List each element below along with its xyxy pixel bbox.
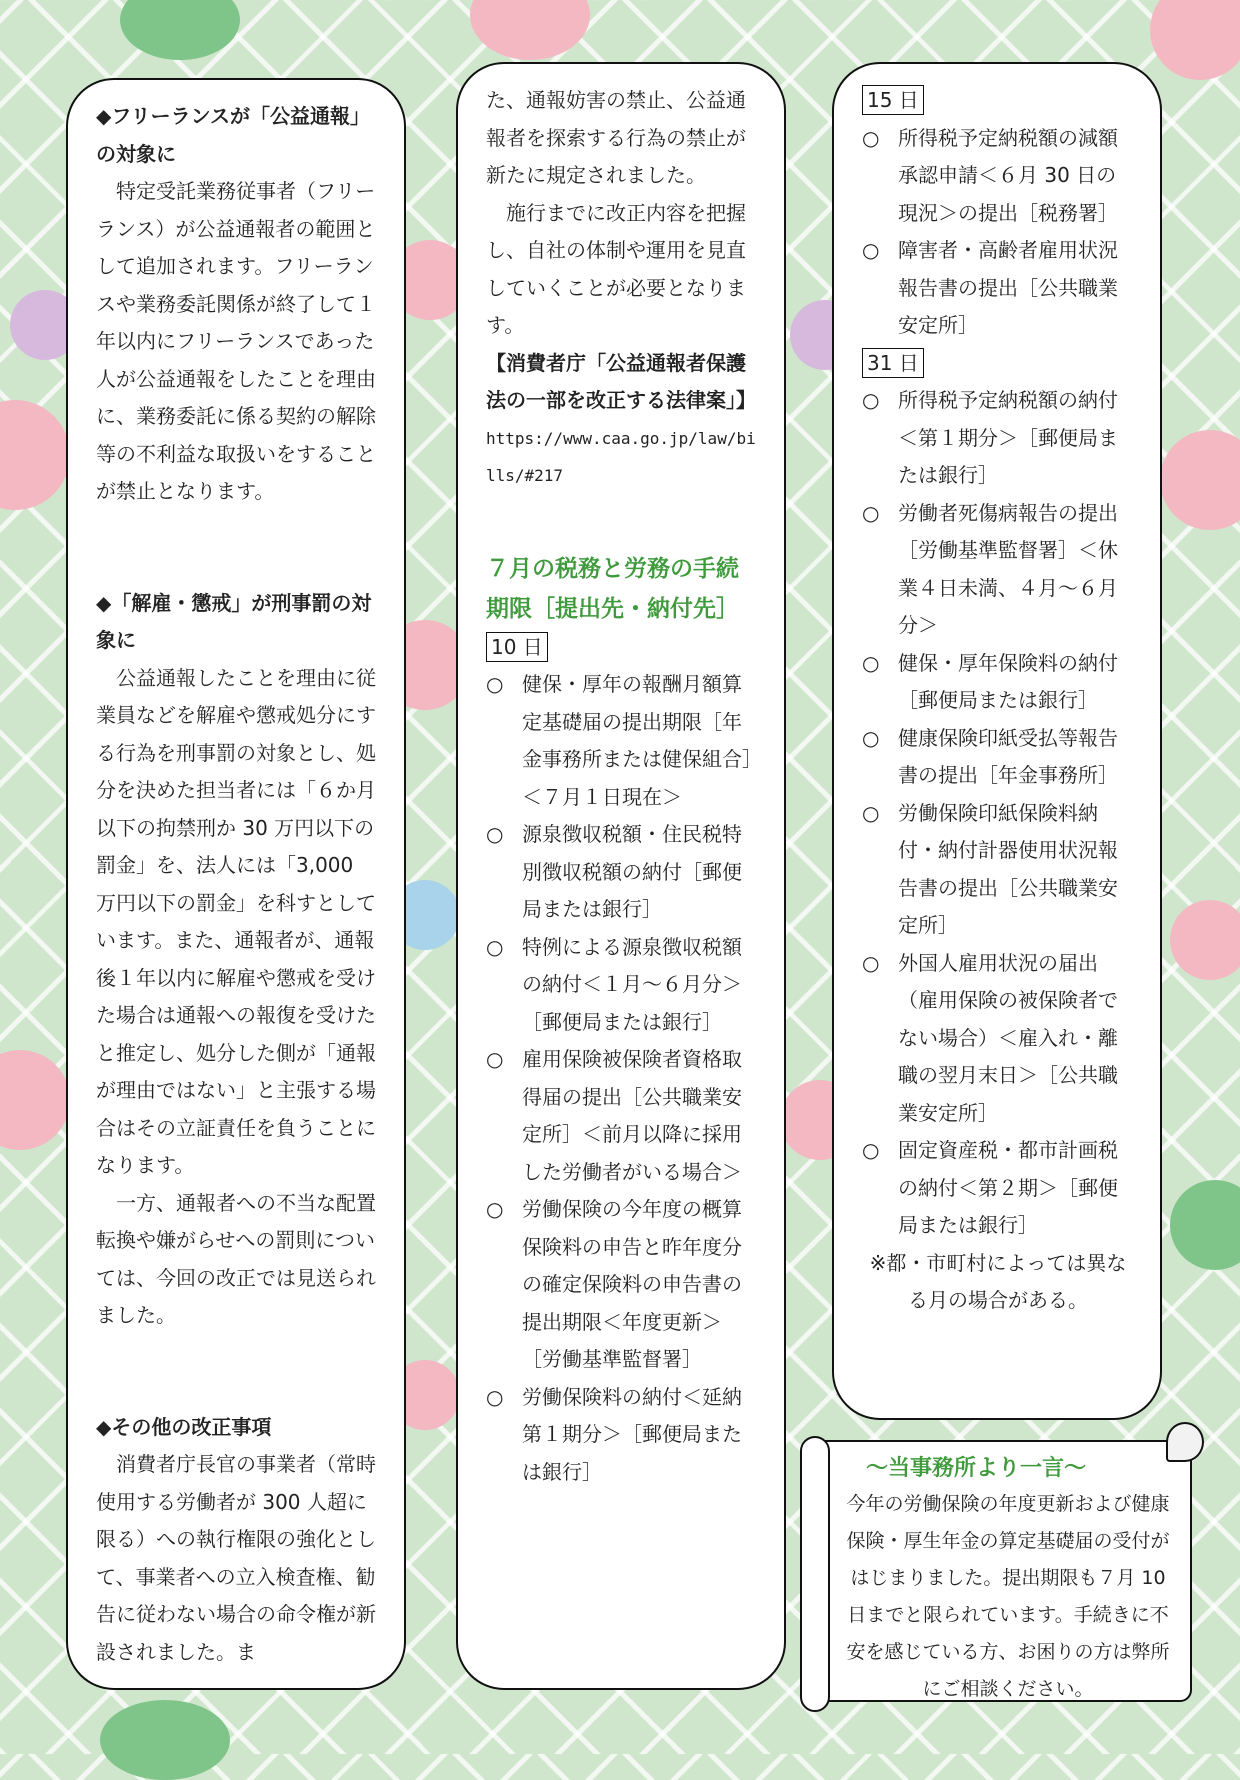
decor-leaf bbox=[120, 0, 240, 60]
decor-flower bbox=[0, 400, 70, 510]
circle-icon: ○ bbox=[486, 1384, 504, 1409]
section-heading-dismissal: ◆「解雇・懲戒」が刑事罰の対象に bbox=[96, 590, 372, 652]
circle-icon: ○ bbox=[862, 500, 880, 525]
circle-icon: ○ bbox=[862, 388, 880, 412]
continued-text: た、通報妨害の禁止、公益通報者を探索する行為の禁止が新たに規定されました。 bbox=[486, 88, 746, 187]
section-body-freelance: 特定受託業務従事者（フリーランス）が公益通報者の範囲として追加されます。フリーランスや業務委託関係が終了して１年以内にフリーランスであった人が公益通報をしたことを理由に、業務委託に係る契約の解除等の不利益な取扱いをすることが禁止となります。 bbox=[96, 179, 376, 503]
deadline-list-15 bbox=[862, 120, 1134, 345]
list-item: ○ 源泉徴収税額・住民税特別徴収税額の納付［郵便局または銀行］ bbox=[486, 816, 758, 929]
message-title: ～当事務所より一言～ bbox=[866, 1456, 1087, 1481]
decor-flower bbox=[470, 0, 590, 60]
section-body-dismissal: 公益通報したことを理由に従業員などを解雇や懲戒処分にする行為を刑事罰の対象とし、処分を決めた担当者には「６か月以下の拘禁刑か 30 万円以下の罰金」を、法人には「3,000 万円以下の罰金」を科すとしています。また、通報者が、通報後１年以内に解雇や懲戒を受けた場合は通報への報復を受けたと推定し、処分した側が「通報が理由ではない」と主張する場合はその立証責任を負うことになります。 bbox=[96, 665, 376, 1177]
decor-flower bbox=[0, 1050, 70, 1150]
circle-icon: ○ bbox=[862, 950, 880, 975]
list-item: ○ 労働保険印紙保険料納付・納付計器使用状況報告書の提出［公共職業安定所］ bbox=[862, 795, 1134, 945]
circle-icon: ○ bbox=[486, 1197, 504, 1221]
circle-icon: ○ bbox=[862, 650, 880, 675]
scroll-body bbox=[810, 1440, 1192, 1702]
article-column-3 bbox=[832, 62, 1162, 1420]
circle-icon: ○ bbox=[486, 1047, 504, 1071]
circle-icon: ○ bbox=[862, 725, 880, 750]
section-body-dismissal-2: 一方、通報者への不当な配置転換や嫌がらせへの罰則については、今回の改正では見送られました。 bbox=[96, 1190, 376, 1327]
list-item: ○ 障害者・高齢者雇用状況報告書の提出［公共職業安定所］ bbox=[862, 232, 1134, 345]
schedule-heading: ７月の税務と労務の手続期限［提出先・納付先］ bbox=[486, 555, 739, 622]
message-text: 今年の労働保険の年度更新および健康保険・厚生年金の算定基礎届の受付がはじまりました。提出期限も７月 10 日までと限られています。手続きに不安を感じている方、お困りの方は弊所にご相談ください。 bbox=[846, 1493, 1170, 1700]
list-item: ○ 労働者死傷病報告の提出［労働基準監督署］＜休業４日未満、４月～６月分＞ bbox=[862, 495, 1134, 645]
list-item: ○ 労働保険の今年度の概算保険料の申告と昨年度分の確定保険料の申告書の提出期限＜年度更新＞［労働基準監督署］ bbox=[486, 1191, 758, 1379]
circle-icon: ○ bbox=[486, 822, 504, 846]
circle-icon: ○ bbox=[862, 1138, 880, 1162]
office-message-scroll bbox=[800, 1422, 1204, 1706]
list-item: ○ 健康保険印紙受払等報告書の提出［年金事務所］ bbox=[862, 720, 1134, 795]
circle-icon: ○ bbox=[862, 125, 880, 150]
section-body-other: 消費者庁長官の事業者（常時使用する労働者が 300 人超に限る）への執行権限の強化として、事業者への立入検査権、勧告に従わない場合の命令権が新設されました。ま bbox=[96, 1452, 376, 1664]
decor-flower bbox=[1150, 0, 1240, 80]
section-heading-freelance: ◆フリーランスが「公益通報」の対象に bbox=[96, 104, 370, 166]
list-item: ○ 所得税予定納税額の納付＜第１期分＞［郵便局または銀行］ bbox=[862, 382, 1134, 495]
article-column-2 bbox=[456, 62, 786, 1690]
list-item: ○ 固定資産税・都市計画税の納付＜第２期＞［郵便局または銀行］ bbox=[862, 1132, 1134, 1245]
circle-icon: ○ bbox=[862, 238, 880, 262]
decor-flower bbox=[1170, 900, 1240, 980]
source-citation: 【消費者庁「公益通報者保護法の一部を改正する法律案」】 bbox=[486, 350, 756, 412]
list-item: ○ 所得税予定納税額の減額承認申請＜６月 30 日の現況＞の提出［税務署］ bbox=[862, 120, 1134, 233]
deadline-list-31 bbox=[862, 382, 1134, 1245]
decor-leaf bbox=[1170, 1180, 1240, 1270]
footnote: ※都・市町村によっては異なる月の場合がある。 bbox=[869, 1250, 1127, 1312]
list-item: ○ 外国人雇用状況の届出（雇用保険の被保険者でない場合）＜雇入れ・離職の翌月末日＞［公共職業安定所］ bbox=[862, 945, 1134, 1133]
decor-leaf bbox=[100, 1700, 230, 1780]
article-column-1 bbox=[66, 78, 406, 1690]
decor-flower bbox=[1160, 430, 1240, 530]
deadline-list-10 bbox=[486, 666, 758, 1491]
date-label-31: 31 日 bbox=[862, 348, 924, 378]
scroll-curl-left bbox=[800, 1436, 830, 1712]
circle-icon: ○ bbox=[486, 934, 504, 959]
source-url[interactable]: https://www.caa.go.jp/law/bills/#217 bbox=[486, 428, 756, 485]
section-heading-other: ◆その他の改正事項 bbox=[96, 1414, 272, 1439]
list-item: ○ 雇用保険被保険者資格取得届の提出［公共職業安定所］＜前月以降に採用した労働者がいる場合＞ bbox=[486, 1041, 758, 1191]
date-label-10: 10 日 bbox=[486, 632, 548, 662]
date-label-15: 15 日 bbox=[862, 85, 924, 115]
circle-icon: ○ bbox=[486, 672, 504, 696]
circle-icon: ○ bbox=[862, 800, 880, 825]
list-item: ○ 健保・厚年保険料の納付［郵便局または銀行］ bbox=[862, 645, 1134, 720]
scroll-curl-right bbox=[1166, 1422, 1204, 1462]
list-item: ○ 労働保険料の納付＜延納第１期分＞［郵便局または銀行］ bbox=[486, 1379, 758, 1492]
list-item: ○ 特例による源泉徴収税額の納付＜１月～６月分＞［郵便局または銀行］ bbox=[486, 929, 758, 1042]
list-item: ○ 健保・厚年の報酬月額算定基礎届の提出期限［年金事務所または健保組合］＜７月１日現在＞ bbox=[486, 666, 758, 816]
conclusion-text: 施行までに改正内容を把握し、自社の体制や運用を見直していくことが必要となります。 bbox=[486, 200, 746, 337]
